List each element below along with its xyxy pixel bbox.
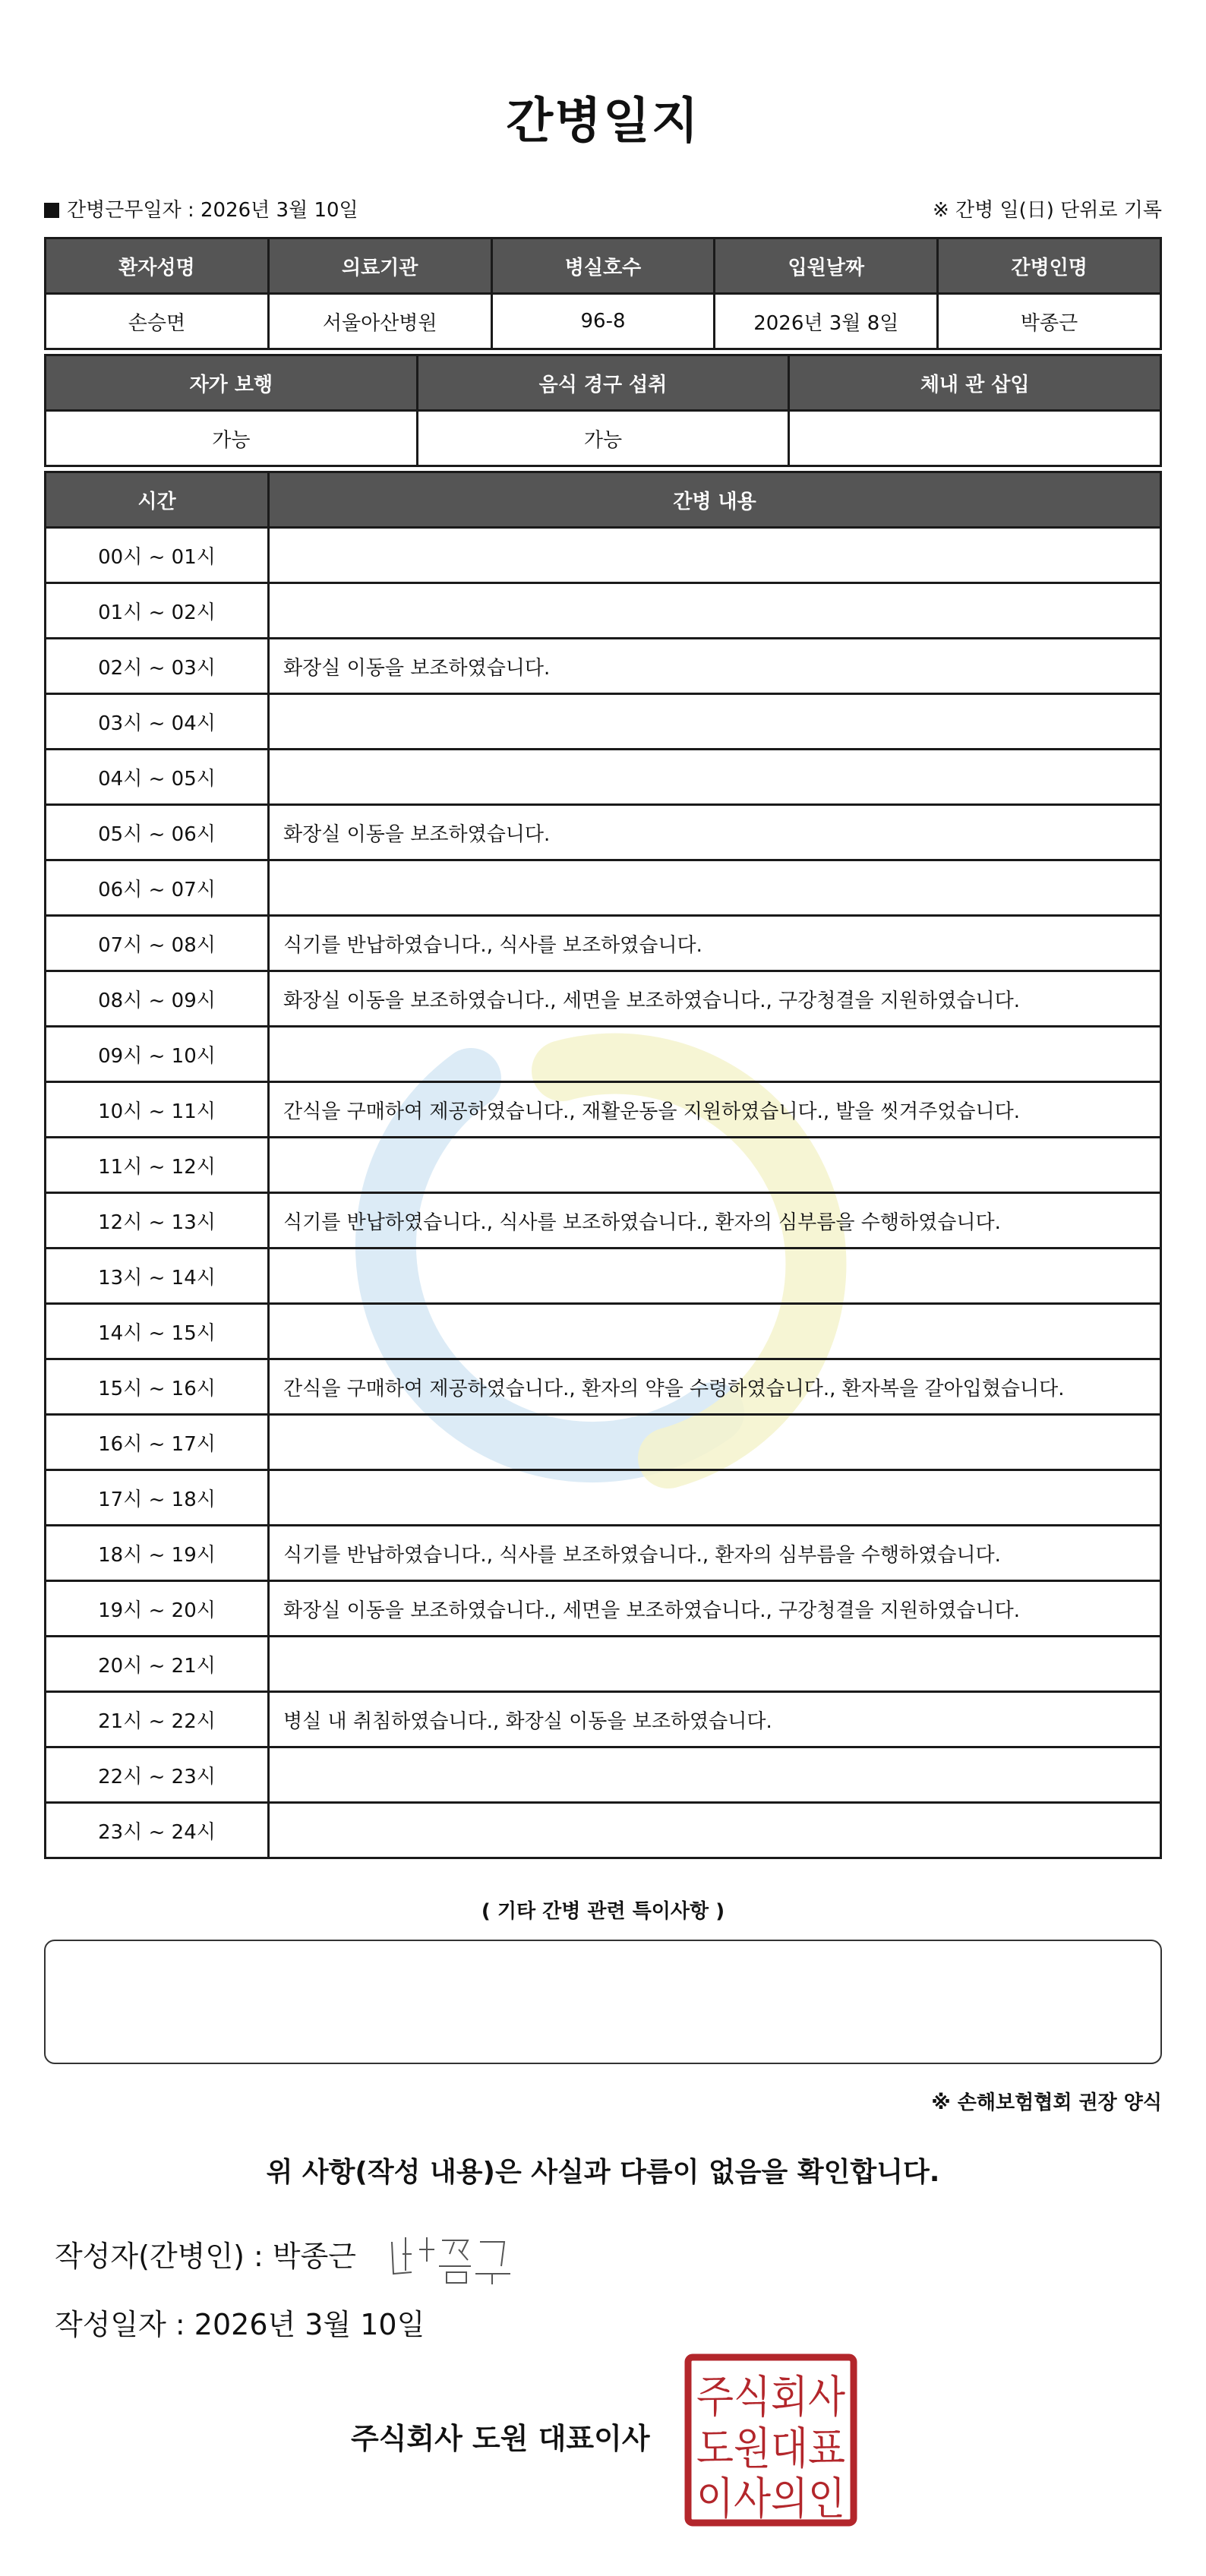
- log-time: 02시 ~ 03시: [46, 639, 269, 694]
- header-admission-date: 입원날짜: [715, 238, 938, 294]
- log-row: [46, 1193, 1161, 1249]
- svg-text:도원대표: 도원대표: [696, 2423, 845, 2474]
- log-row: [46, 1304, 1161, 1359]
- log-row: [46, 639, 1161, 694]
- log-row: [46, 1359, 1161, 1415]
- header-caregiver: 간병인명: [938, 238, 1161, 294]
- log-time: 16시 ~ 17시: [46, 1415, 269, 1470]
- log-time: 05시 ~ 06시: [46, 805, 269, 860]
- svg-text:이사의인: 이사의인: [696, 2473, 845, 2524]
- log-content: 식기를 반납하였습니다., 식사를 보조하였습니다.: [269, 916, 1161, 971]
- svg-text:주식회사: 주식회사: [696, 2371, 845, 2423]
- patient-info-table: [44, 237, 1162, 350]
- header-room: 병실호수: [491, 238, 715, 294]
- log-time: 21시 ~ 22시: [46, 1692, 269, 1747]
- log-row: [46, 1581, 1161, 1637]
- page-title: 간병일지: [506, 93, 700, 150]
- log-content: [269, 583, 1161, 639]
- log-time: 23시 ~ 24시: [46, 1803, 269, 1858]
- log-content: [269, 1027, 1161, 1082]
- log-time: 10시 ~ 11시: [46, 1082, 269, 1138]
- log-content: 간식을 구매하여 제공하였습니다., 재활운동을 지원하였습니다., 발을 씻겨주었습니다.: [269, 1082, 1161, 1138]
- log-row: [46, 1803, 1161, 1858]
- hospital-name: 서울아산병원: [268, 294, 491, 349]
- recommended-form-note: ※ 손해보험협회 권장 양식: [931, 2091, 1162, 2114]
- admission-date: 2026년 3월 8일: [715, 294, 938, 349]
- log-time: 17시 ~ 18시: [46, 1470, 269, 1526]
- unit-note: ※ 간병 일(日) 단위로 기록: [932, 199, 1162, 222]
- log-content: [269, 694, 1161, 750]
- meta-row: [44, 194, 1162, 225]
- log-time: 03시 ~ 04시: [46, 694, 269, 750]
- log-content: [269, 1803, 1161, 1858]
- log-time: 06시 ~ 07시: [46, 860, 269, 916]
- log-row: [46, 1415, 1161, 1470]
- log-row: [46, 1470, 1161, 1526]
- log-content: 화장실 이동을 보조하였습니다.: [269, 639, 1161, 694]
- log-row: [46, 1747, 1161, 1803]
- log-content: 화장실 이동을 보조하였습니다., 세면을 보조하였습니다., 구강청결을 지원하였습니다.: [269, 1581, 1161, 1637]
- log-content: [269, 1249, 1161, 1304]
- log-content: 간식을 구매하여 제공하였습니다., 환자의 약을 수령하였습니다., 환자복을 갈아입혔습니다.: [269, 1359, 1161, 1415]
- notes-label: ( 기타 간병 관련 특이사항 ): [481, 1900, 725, 1923]
- log-row: [46, 1249, 1161, 1304]
- log-content: 화장실 이동을 보조하였습니다., 세면을 보조하였습니다., 구강청결을 지원하였습니다.: [269, 971, 1161, 1027]
- log-row: [46, 1637, 1161, 1692]
- writer-line: 작성자(간병인) : 박종근: [55, 2240, 356, 2273]
- log-content: [269, 1747, 1161, 1803]
- company-seal: [684, 2353, 858, 2527]
- log-time: 04시 ~ 05시: [46, 750, 269, 805]
- log-content: [269, 1304, 1161, 1359]
- log-time: 20시 ~ 21시: [46, 1637, 269, 1692]
- log-content: 식기를 반납하였습니다., 식사를 보조하였습니다., 환자의 심부름을 수행하였습니다.: [269, 1193, 1161, 1249]
- log-row: [46, 750, 1161, 805]
- log-content: [269, 1415, 1161, 1470]
- log-time: 09시 ~ 10시: [46, 1027, 269, 1082]
- log-time: 14시 ~ 15시: [46, 1304, 269, 1359]
- log-time: 19시 ~ 20시: [46, 1581, 269, 1637]
- log-content: [269, 528, 1161, 583]
- patient-name: 손승면: [46, 294, 269, 349]
- header-hospital: 의료기관: [268, 238, 491, 294]
- oral-intake-value: 가능: [417, 411, 789, 466]
- log-content: 화장실 이동을 보조하였습니다.: [269, 805, 1161, 860]
- header-oral-intake: 음식 경구 섭취: [417, 355, 789, 411]
- log-row: [46, 916, 1161, 971]
- log-row: [46, 971, 1161, 1027]
- log-content: [269, 1637, 1161, 1692]
- log-row: [46, 1082, 1161, 1138]
- tube-value: [789, 411, 1161, 466]
- handwritten-signature: [386, 2227, 545, 2287]
- square-bullet-icon: [44, 203, 59, 218]
- company-representative: 주식회사 도원 대표이사: [351, 2422, 650, 2455]
- log-row: [46, 805, 1161, 860]
- header-time: 시간: [46, 472, 269, 528]
- work-date-label: 간병근무일자 : 2026년 3월 10일: [67, 199, 358, 222]
- header-tube: 체내 관 삽입: [789, 355, 1161, 411]
- log-row: [46, 860, 1161, 916]
- header-walking: 자가 보행: [46, 355, 418, 411]
- log-time: 08시 ~ 09시: [46, 971, 269, 1027]
- log-row: [46, 694, 1161, 750]
- log-row: [46, 1692, 1161, 1747]
- log-row: [46, 1027, 1161, 1082]
- log-content: [269, 860, 1161, 916]
- log-content: 병실 내 취침하였습니다., 화장실 이동을 보조하였습니다.: [269, 1692, 1161, 1747]
- notes-box: [44, 1940, 1162, 2064]
- walking-value: 가능: [46, 411, 418, 466]
- header-care-content: 간병 내용: [269, 472, 1161, 528]
- log-row: [46, 583, 1161, 639]
- log-time: 22시 ~ 23시: [46, 1747, 269, 1803]
- log-content: 식기를 반납하였습니다., 식사를 보조하였습니다., 환자의 심부름을 수행하였습니다.: [269, 1526, 1161, 1581]
- written-date: 작성일자 : 2026년 3월 10일: [55, 2308, 425, 2341]
- log-row: [46, 528, 1161, 583]
- log-row: [46, 1526, 1161, 1581]
- care-log-table: [44, 471, 1162, 1859]
- confirmation-statement: 위 사항(작성 내용)은 사실과 다름이 없음을 확인합니다.: [266, 2157, 940, 2188]
- log-time: 15시 ~ 16시: [46, 1359, 269, 1415]
- work-date: [44, 194, 358, 223]
- log-row: [46, 1138, 1161, 1193]
- log-time: 00시 ~ 01시: [46, 528, 269, 583]
- caregiver-name: 박종근: [938, 294, 1161, 349]
- log-time: 12시 ~ 13시: [46, 1193, 269, 1249]
- log-time: 13시 ~ 14시: [46, 1249, 269, 1304]
- log-time: 18시 ~ 19시: [46, 1526, 269, 1581]
- log-time: 11시 ~ 12시: [46, 1138, 269, 1193]
- room-number: 96-8: [491, 294, 715, 349]
- header-patient-name: 환자성명: [46, 238, 269, 294]
- log-time: 07시 ~ 08시: [46, 916, 269, 971]
- log-time: 01시 ~ 02시: [46, 583, 269, 639]
- log-content: [269, 1138, 1161, 1193]
- log-content: [269, 750, 1161, 805]
- log-content: [269, 1470, 1161, 1526]
- patient-status-table: [44, 354, 1162, 467]
